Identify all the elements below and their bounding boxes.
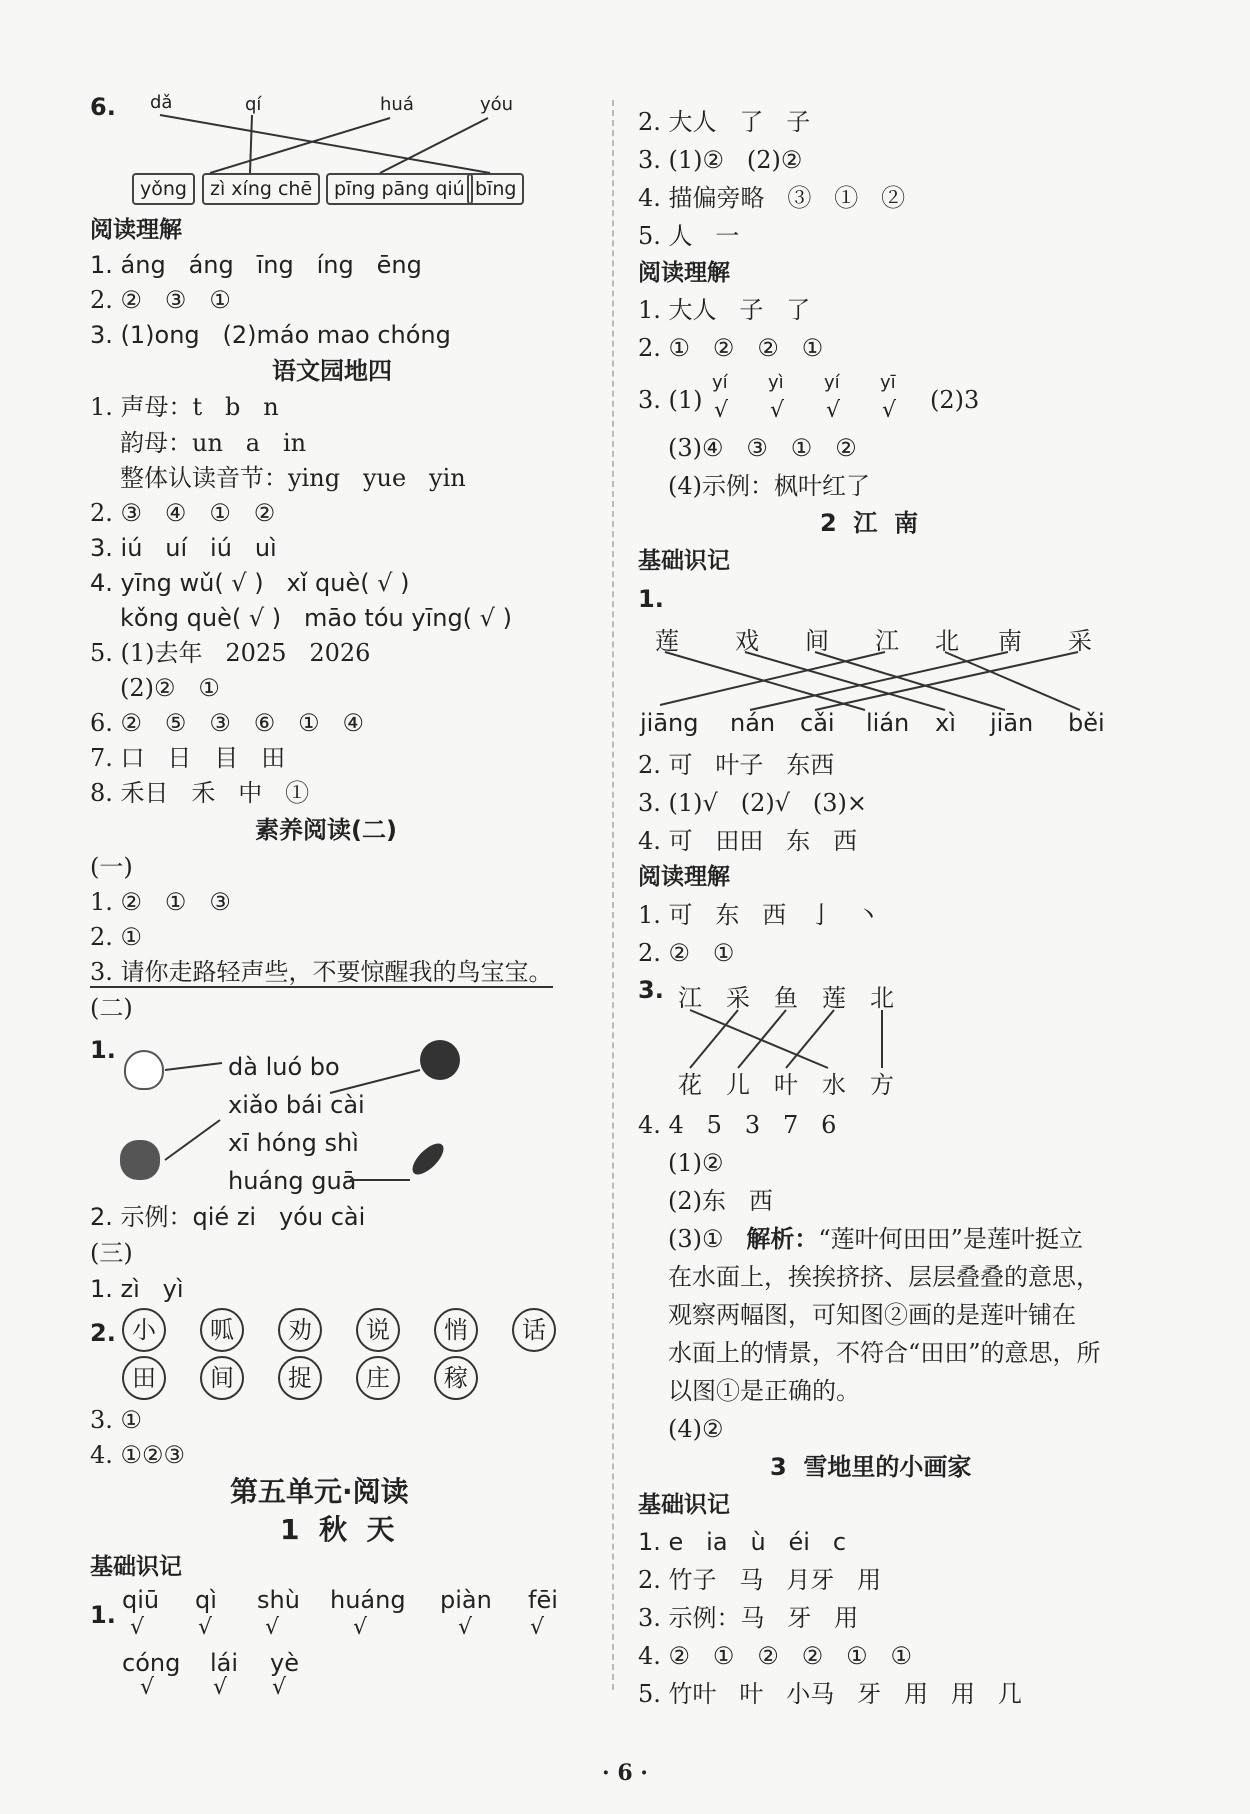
b3-bot: 花	[678, 1071, 702, 1099]
b3-top: 采	[726, 984, 750, 1012]
q6-box-2: zì xíng chē	[202, 173, 320, 205]
bottom-py: běi	[1068, 709, 1105, 737]
r-r4: (3)④ ③ ① ②	[668, 434, 857, 462]
r-b5: (1)②	[668, 1149, 724, 1177]
top-char: 南	[998, 627, 1022, 655]
r-b9: 观察两幅图，可知图②画的是莲叶铺在	[668, 1301, 1076, 1329]
top-char: 采	[1068, 627, 1092, 655]
r3-py-2: yì	[768, 372, 784, 393]
check-mark: √	[530, 1615, 545, 1640]
circle-char: 稼	[434, 1356, 478, 1400]
q6-box-1: yǒng	[132, 173, 195, 205]
suyang-q2-num: 2.	[90, 1319, 116, 1347]
r-c1: 1. e ia ù éi c	[638, 1528, 847, 1556]
unit5-jc: 基础识记	[90, 1554, 182, 1580]
r-a4: 4. 可 田田 东 西	[638, 827, 858, 855]
garden-title: 语文园地四	[272, 357, 392, 385]
q6-box-3: pīng pāng qiú	[326, 173, 473, 205]
unit5-py-7: cóng	[122, 1649, 181, 1677]
check-mark: √	[826, 398, 841, 423]
suyang-section2: (二)	[90, 994, 133, 1022]
circle-char: 捉	[278, 1356, 322, 1400]
check-mark: √	[213, 1675, 228, 1700]
r-b7a: (3)①	[668, 1225, 724, 1253]
r-r2: 2. ① ② ② ①	[638, 334, 824, 362]
garden-l7: kǒng què( √ ) māo tóu yīng( √ )	[120, 604, 512, 632]
r-b7b: “莲叶何田田”是莲叶挺立	[818, 1225, 1083, 1253]
top-char: 莲	[655, 627, 679, 655]
match-py-3: xī hóng shì	[228, 1129, 359, 1157]
suyang-section3: (三)	[90, 1239, 133, 1267]
suyang-title: 素养阅读(二)	[255, 816, 397, 844]
unit5-py-8: lái	[210, 1649, 239, 1677]
check-mark: √	[265, 1615, 280, 1640]
circle-char: 说	[356, 1308, 400, 1352]
b3-top: 鱼	[774, 984, 798, 1012]
match-py-4: huáng guā	[228, 1167, 357, 1195]
r-b12: (4)②	[668, 1415, 724, 1443]
r-c4: 4. ② ① ② ② ① ①	[638, 1642, 913, 1670]
lesson3-title: 3 雪地里的小画家	[770, 1453, 972, 1481]
suyang-l4: 2. 示例：qié zi yóu cài	[90, 1203, 366, 1231]
r3-py-4: yī	[880, 372, 896, 393]
garden-l8: 5. (1)去年 2025 2026	[90, 639, 371, 667]
top-char: 间	[805, 627, 829, 655]
garden-l3: 整体认读音节：ying yue yin	[120, 464, 466, 492]
read1-line2: 2. ② ③ ①	[90, 286, 231, 314]
unit5-py-9: yè	[270, 1649, 299, 1677]
unit5-q1-num: 1.	[90, 1601, 116, 1629]
suyang-l5: 1. zì yì	[90, 1275, 184, 1303]
garden-l4: 2. ③ ④ ① ②	[90, 499, 276, 527]
check-mark: √	[272, 1675, 287, 1700]
check-mark: √	[353, 1615, 368, 1640]
suyang-l7: 4. ①②③	[90, 1441, 186, 1469]
q6-number: 6.	[90, 93, 116, 121]
suyang-section1: (一)	[90, 853, 133, 881]
r-l1: 2. 大人 了 子	[638, 108, 811, 136]
page-number: · 6 ·	[602, 1760, 648, 1786]
match-py-2: xiǎo bái cài	[228, 1091, 365, 1119]
lesson2-q1: 1.	[638, 585, 664, 613]
r-a2: 2. 可 叶子 东西	[638, 751, 835, 779]
check-mark: √	[770, 398, 785, 423]
garden-l12: 8. 禾日 禾 中 ①	[90, 779, 310, 807]
r-r3b: (2)3	[930, 386, 980, 414]
b3-top: 江	[678, 984, 702, 1012]
r-l4: 5. 人 一	[638, 222, 740, 250]
suyang-q1-num: 1.	[90, 1036, 116, 1064]
suyang-l1: 1. ② ① ③	[90, 888, 231, 916]
r3-py-3: yí	[824, 372, 840, 393]
q6-py-4: yóu	[480, 94, 514, 115]
r-b3: 3.	[638, 976, 664, 1004]
check-mark: √	[140, 1675, 155, 1700]
check-mark: √	[882, 398, 897, 423]
r-c5: 5. 竹叶 叶 小马 牙 用 用 几	[638, 1680, 1022, 1708]
circle-char: 庄	[356, 1356, 400, 1400]
r-r5: (4)示例：枫叶红了	[668, 472, 870, 500]
b3-bot: 方	[870, 1071, 894, 1099]
unit5-py-1: qiū	[122, 1586, 160, 1614]
r-l3: 4. 描偏旁略 ③ ① ②	[638, 184, 906, 212]
b3-bot: 水	[822, 1071, 846, 1099]
r-l2: 3. (1)② (2)②	[638, 146, 803, 174]
unit5-title: 第五单元·阅读	[230, 1475, 409, 1508]
check-mark: √	[130, 1615, 145, 1640]
garden-l5: 3. iú uí iú uì	[90, 534, 277, 562]
q6-py-3: huá	[380, 94, 414, 115]
lesson2-title: 2 江 南	[820, 509, 919, 537]
r-b7-label: 解析：	[746, 1224, 819, 1253]
match-py-1: dà luó bo	[228, 1053, 340, 1081]
bottom-py: cǎi	[800, 709, 835, 737]
top-char: 北	[935, 627, 959, 655]
check-mark: √	[458, 1615, 473, 1640]
r-b4: 4. 4 5 3 7 6	[638, 1111, 837, 1139]
read1-title: 阅读理解	[90, 217, 182, 243]
top-char: 戏	[735, 627, 759, 655]
garden-l11: 7. 口 日 目 田	[90, 744, 286, 772]
q6-py-1: dǎ	[150, 92, 173, 113]
check-mark: √	[198, 1615, 213, 1640]
column-divider	[612, 100, 614, 1690]
suyang-l2: 2. ①	[90, 923, 143, 951]
r-b2: 2. ② ①	[638, 939, 735, 967]
r-b6: (2)东 西	[668, 1187, 773, 1215]
unit5-py-3: shù	[257, 1586, 300, 1614]
r-read2: 阅读理解	[638, 864, 730, 890]
r-b8: 在水面上，挨挨挤挤、层层叠叠的意思，	[668, 1263, 1100, 1291]
circle-char: 呱	[200, 1308, 244, 1352]
garden-l10: 6. ② ⑤ ③ ⑥ ① ④	[90, 709, 365, 737]
unit5-py-4: huáng	[330, 1586, 406, 1614]
check-mark: √	[714, 398, 729, 423]
garden-l6: 4. yīng wǔ( √ ) xǐ què( √ )	[90, 569, 410, 597]
r-c2: 2. 竹子 马 月牙 用	[638, 1566, 882, 1594]
suyang-l6: 3. ①	[90, 1406, 143, 1434]
r-read-title: 阅读理解	[638, 260, 730, 286]
lesson3-jc: 基础识记	[638, 1492, 730, 1518]
suyang-l3-text: 3. 请你走路轻声些，不要惊醒我的鸟宝宝。	[90, 958, 553, 986]
bottom-py: jiān	[990, 709, 1034, 737]
garden-l1: 1. 声母：t b n	[90, 393, 279, 421]
r-a3: 3. (1)√ (2)√ (3)×	[638, 789, 867, 817]
r-b1: 1. 可 东 西 亅 丶	[638, 901, 881, 929]
circle-char: 劝	[278, 1308, 322, 1352]
circle-char: 间	[200, 1356, 244, 1400]
circle-char: 田	[122, 1356, 166, 1400]
q6-box-4: bīng	[467, 173, 524, 205]
bottom-py: lián	[866, 709, 910, 737]
read1-line3: 3. (1)ong (2)máo mao chóng	[90, 321, 451, 349]
top-char: 江	[875, 627, 899, 655]
circle-char: 小	[122, 1308, 166, 1352]
unit5-lesson: 1 秋 天	[280, 1513, 395, 1546]
r3-py-1: yí	[712, 372, 728, 393]
unit5-py-6: fēi	[528, 1586, 558, 1614]
r-b10: 水面上的情景，不符合“田田”的意思，所	[668, 1339, 1101, 1367]
bottom-py: nán	[730, 709, 776, 737]
garden-l9: (2)② ①	[120, 674, 220, 702]
circle-char: 话	[512, 1308, 556, 1352]
b3-top: 北	[870, 984, 894, 1012]
lesson2-jc: 基础识记	[638, 548, 730, 574]
unit5-py-2: qì	[195, 1586, 217, 1614]
r-b11: 以图①是正确的。	[668, 1377, 860, 1405]
q6-py-2: qí	[245, 94, 262, 115]
b3-bot: 儿	[726, 1071, 750, 1099]
read1-line1: 1. áng áng īng íng ēng	[90, 251, 422, 279]
r-r1: 1. 大人 子 了	[638, 296, 811, 324]
b3-top: 莲	[822, 984, 846, 1012]
r-c3: 3. 示例：马 牙 用	[638, 1604, 859, 1632]
r-r3a: 3. (1)	[638, 386, 703, 414]
circle-char: 悄	[434, 1308, 478, 1352]
unit5-py-5: piàn	[440, 1586, 492, 1614]
bottom-py: jiāng	[640, 709, 699, 737]
garden-l2: 韵母：un a in	[120, 429, 307, 457]
bottom-py: xì	[935, 709, 956, 737]
b3-bot: 叶	[774, 1071, 798, 1099]
